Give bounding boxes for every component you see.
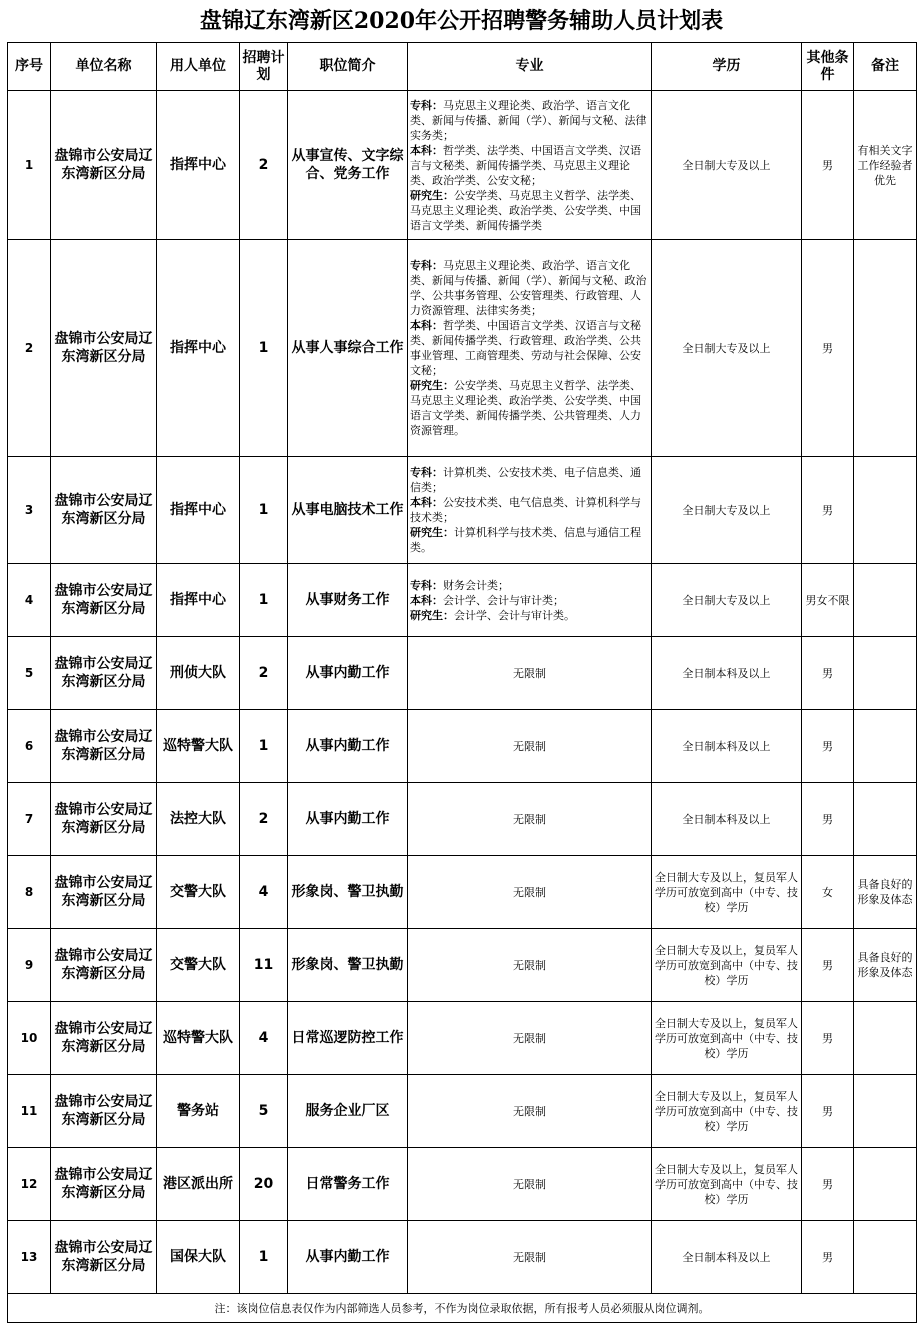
row-remark xyxy=(854,1002,917,1075)
row-unit: 盘锦市公安局辽东湾新区分局 xyxy=(51,710,157,783)
row-unit: 盘锦市公安局辽东湾新区分局 xyxy=(51,856,157,929)
row-count: 2 xyxy=(240,91,288,240)
row-remark xyxy=(854,1221,917,1294)
row-count: 4 xyxy=(240,1002,288,1075)
row-major xyxy=(408,564,652,637)
row-no: 10 xyxy=(8,1002,51,1075)
row-dept: 巡特警大队 xyxy=(157,710,240,783)
row-dept: 港区派出所 xyxy=(157,1148,240,1221)
major-entry xyxy=(410,318,649,378)
row-remark xyxy=(854,240,917,457)
row-other: 男 xyxy=(802,929,854,1002)
table-row xyxy=(8,457,917,564)
row-no: 9 xyxy=(8,929,51,1002)
row-position: 从事内勤工作 xyxy=(288,1221,408,1294)
row-position: 从事内勤工作 xyxy=(288,783,408,856)
major-list-text: 马克思主义理论类、政治学、语言文化类、新闻与传播、新闻（学）、新闻与文秘、法律实务类； xyxy=(410,98,647,142)
major-entry xyxy=(410,188,649,233)
row-no: 5 xyxy=(8,637,51,710)
row-unit: 盘锦市公安局辽东湾新区分局 xyxy=(51,929,157,1002)
major-list-text: 马克思主义理论类、政治学、语言文化类、新闻与传播、新闻（学）、新闻与文秘、政治学、公共事务管理、公安管理类、行政管理、人力资源管理、法律实务类； xyxy=(410,259,647,317)
row-other: 男 xyxy=(802,1075,854,1148)
row-count: 4 xyxy=(240,856,288,929)
row-education: 全日制大专及以上，复员军人学历可放宽到高中（中专、技校）学历 xyxy=(652,1148,802,1221)
row-dept: 交警大队 xyxy=(157,929,240,1002)
header-position: 职位简介 xyxy=(288,43,408,91)
table-row xyxy=(8,856,917,929)
table-row xyxy=(8,240,917,457)
major-entry xyxy=(410,378,649,438)
row-major xyxy=(408,91,652,240)
footnote: 注：该岗位信息表仅作为内部筛选人员参考，不作为岗位录取依据，所有报考人员必须服从岗位调剂。 xyxy=(8,1294,917,1323)
row-unit: 盘锦市公安局辽东湾新区分局 xyxy=(51,1148,157,1221)
table-row xyxy=(8,1075,917,1148)
table-row xyxy=(8,1221,917,1294)
header-no: 序号 xyxy=(8,43,51,91)
row-dept: 警务站 xyxy=(157,1075,240,1148)
row-education: 全日制本科及以上 xyxy=(652,1221,802,1294)
major-list-text: 公安学类、马克思主义哲学、法学类、马克思主义理论类、政治学类、公安学类、中国语言文学类、新闻传播学类、公共管理类、人力资源管理。 xyxy=(410,379,641,437)
row-other: 男 xyxy=(802,1148,854,1221)
row-major xyxy=(408,240,652,457)
row-no: 13 xyxy=(8,1221,51,1294)
row-unit: 盘锦市公安局辽东湾新区分局 xyxy=(51,1221,157,1294)
row-no: 12 xyxy=(8,1148,51,1221)
major-entry xyxy=(410,258,649,318)
row-no: 7 xyxy=(8,783,51,856)
table-row xyxy=(8,783,917,856)
major-list-text: 公安技术类、电气信息类、计算机科学与技术类； xyxy=(410,496,641,524)
page-title: 盘锦辽东湾新区2020年公开招聘警务辅助人员计划表 xyxy=(199,8,724,34)
row-unit: 盘锦市公安局辽东湾新区分局 xyxy=(51,637,157,710)
row-education: 全日制大专及以上，复员军人学历可放宽到高中（中专、技校）学历 xyxy=(652,929,802,1002)
row-position: 日常警务工作 xyxy=(288,1148,408,1221)
row-other: 男 xyxy=(802,783,854,856)
row-remark xyxy=(854,564,917,637)
major-level-label: 专科： xyxy=(410,259,443,272)
major-entry xyxy=(410,98,649,143)
row-education: 全日制本科及以上 xyxy=(652,710,802,783)
note-row xyxy=(8,1294,917,1323)
row-count: 11 xyxy=(240,929,288,1002)
major-entry xyxy=(410,593,649,608)
header-count: 招聘计划 xyxy=(240,43,288,91)
row-education: 全日制大专及以上 xyxy=(652,457,802,564)
row-position: 服务企业厂区 xyxy=(288,1075,408,1148)
table-row xyxy=(8,929,917,1002)
major-level-label: 本科： xyxy=(410,496,443,509)
row-major: 无限制 xyxy=(408,637,652,710)
table-row xyxy=(8,1148,917,1221)
row-count: 2 xyxy=(240,783,288,856)
major-list-text: 会计学、会计与审计类。 xyxy=(454,608,575,622)
row-major: 无限制 xyxy=(408,1148,652,1221)
row-other: 男 xyxy=(802,91,854,240)
major-list-text: 哲学类、法学类、中国语言文学类、汉语言与文秘类、新闻传播学类、马克思主义理论类、政治学类、公安文秘； xyxy=(410,143,641,187)
row-other: 女 xyxy=(802,856,854,929)
table-body xyxy=(8,91,917,1294)
row-education: 全日制本科及以上 xyxy=(652,783,802,856)
row-position: 从事宣传、文字综合、党务工作 xyxy=(288,91,408,240)
row-education: 全日制大专及以上，复员军人学历可放宽到高中（中专、技校）学历 xyxy=(652,1002,802,1075)
row-remark xyxy=(854,457,917,564)
row-dept: 指挥中心 xyxy=(157,457,240,564)
row-position: 从事人事综合工作 xyxy=(288,240,408,457)
row-major: 无限制 xyxy=(408,856,652,929)
major-level-label: 本科： xyxy=(410,143,443,157)
row-position: 从事财务工作 xyxy=(288,564,408,637)
major-level-label: 本科： xyxy=(410,319,443,332)
row-remark: 具备良好的形象及体态 xyxy=(854,856,917,929)
row-education: 全日制大专及以上 xyxy=(652,240,802,457)
table-row xyxy=(8,710,917,783)
row-position: 从事内勤工作 xyxy=(288,637,408,710)
row-no: 8 xyxy=(8,856,51,929)
major-level-label: 专科： xyxy=(410,98,443,112)
row-education: 全日制本科及以上 xyxy=(652,637,802,710)
row-education: 全日制大专及以上 xyxy=(652,91,802,240)
row-count: 5 xyxy=(240,1075,288,1148)
row-other: 男 xyxy=(802,637,854,710)
major-level-label: 研究生： xyxy=(410,379,454,392)
row-major xyxy=(408,457,652,564)
row-unit: 盘锦市公安局辽东湾新区分局 xyxy=(51,457,157,564)
major-entry xyxy=(410,578,649,593)
row-dept: 交警大队 xyxy=(157,856,240,929)
table-row xyxy=(8,637,917,710)
major-list-text: 计算机科学与技术类、信息与通信工程类。 xyxy=(410,526,641,554)
major-entry xyxy=(410,525,649,555)
row-major: 无限制 xyxy=(408,1002,652,1075)
major-list-text: 哲学类、中国语言文学类、汉语言与文秘类、新闻传播学类、行政管理、政治学类、公共事业管理、工商管理类、劳动与社会保障、公安文秘； xyxy=(410,319,641,377)
row-other: 男 xyxy=(802,240,854,457)
row-major: 无限制 xyxy=(408,1075,652,1148)
row-other: 男女不限 xyxy=(802,564,854,637)
header-remark: 备注 xyxy=(854,43,917,91)
major-entry xyxy=(410,608,649,623)
row-dept: 巡特警大队 xyxy=(157,1002,240,1075)
row-dept: 法控大队 xyxy=(157,783,240,856)
row-major: 无限制 xyxy=(408,710,652,783)
row-count: 1 xyxy=(240,457,288,564)
row-unit: 盘锦市公安局辽东湾新区分局 xyxy=(51,1002,157,1075)
header-dept: 用人单位 xyxy=(157,43,240,91)
row-position: 形象岗、警卫执勤 xyxy=(288,929,408,1002)
header-row xyxy=(8,43,917,91)
row-count: 1 xyxy=(240,564,288,637)
row-major: 无限制 xyxy=(408,783,652,856)
row-no: 6 xyxy=(8,710,51,783)
major-list-text: 会计学、会计与审计类； xyxy=(443,593,564,607)
row-count: 1 xyxy=(240,1221,288,1294)
header-unit: 单位名称 xyxy=(51,43,157,91)
row-remark xyxy=(854,1075,917,1148)
row-remark xyxy=(854,783,917,856)
row-count: 1 xyxy=(240,710,288,783)
row-position: 从事内勤工作 xyxy=(288,710,408,783)
row-unit: 盘锦市公安局辽东湾新区分局 xyxy=(51,564,157,637)
row-position: 日常巡逻防控工作 xyxy=(288,1002,408,1075)
major-level-label: 研究生： xyxy=(410,526,454,539)
row-remark xyxy=(854,710,917,783)
major-entry xyxy=(410,465,649,495)
major-level-label: 本科： xyxy=(410,593,443,607)
header-major: 专业 xyxy=(408,43,652,91)
row-education: 全日制大专及以上 xyxy=(652,564,802,637)
row-major: 无限制 xyxy=(408,929,652,1002)
row-other: 男 xyxy=(802,710,854,783)
row-remark: 有相关文字工作经验者优先 xyxy=(854,91,917,240)
row-other: 男 xyxy=(802,1002,854,1075)
row-no: 1 xyxy=(8,91,51,240)
major-list-text: 公安学类、马克思主义哲学、法学类、马克思主义理论类、政治学类、公安学类、中国语言文学类、新闻传播学类 xyxy=(410,188,641,232)
row-other: 男 xyxy=(802,457,854,564)
row-no: 4 xyxy=(8,564,51,637)
major-level-label: 专科： xyxy=(410,466,443,479)
major-level-label: 研究生： xyxy=(410,188,454,202)
row-count: 20 xyxy=(240,1148,288,1221)
row-position: 从事电脑技术工作 xyxy=(288,457,408,564)
row-count: 2 xyxy=(240,637,288,710)
row-dept: 刑侦大队 xyxy=(157,637,240,710)
row-dept: 指挥中心 xyxy=(157,91,240,240)
row-no: 2 xyxy=(8,240,51,457)
row-dept: 指挥中心 xyxy=(157,240,240,457)
row-unit: 盘锦市公安局辽东湾新区分局 xyxy=(51,240,157,457)
recruitment-plan-table xyxy=(7,42,917,1323)
table-row xyxy=(8,564,917,637)
row-unit: 盘锦市公安局辽东湾新区分局 xyxy=(51,91,157,240)
table-row xyxy=(8,91,917,240)
row-unit: 盘锦市公安局辽东湾新区分局 xyxy=(51,1075,157,1148)
major-list-text: 财务会计类； xyxy=(443,578,509,592)
row-position: 形象岗、警卫执勤 xyxy=(288,856,408,929)
row-dept: 国保大队 xyxy=(157,1221,240,1294)
row-remark: 具备良好的形象及体态 xyxy=(854,929,917,1002)
table-row xyxy=(8,1002,917,1075)
major-level-label: 研究生： xyxy=(410,608,454,622)
row-dept: 指挥中心 xyxy=(157,564,240,637)
row-remark xyxy=(854,1148,917,1221)
header-education: 学历 xyxy=(652,43,802,91)
major-level-label: 专科： xyxy=(410,578,443,592)
row-education: 全日制大专及以上，复员军人学历可放宽到高中（中专、技校）学历 xyxy=(652,856,802,929)
header-other: 其他条件 xyxy=(802,43,854,91)
major-entry xyxy=(410,495,649,525)
row-no: 3 xyxy=(8,457,51,564)
major-entry xyxy=(410,143,649,188)
row-major: 无限制 xyxy=(408,1221,652,1294)
row-other: 男 xyxy=(802,1221,854,1294)
row-no: 11 xyxy=(8,1075,51,1148)
row-unit: 盘锦市公安局辽东湾新区分局 xyxy=(51,783,157,856)
row-remark xyxy=(854,637,917,710)
row-count: 1 xyxy=(240,240,288,457)
row-education: 全日制大专及以上，复员军人学历可放宽到高中（中专、技校）学历 xyxy=(652,1075,802,1148)
major-list-text: 计算机类、公安技术类、电子信息类、通信类； xyxy=(410,466,641,494)
